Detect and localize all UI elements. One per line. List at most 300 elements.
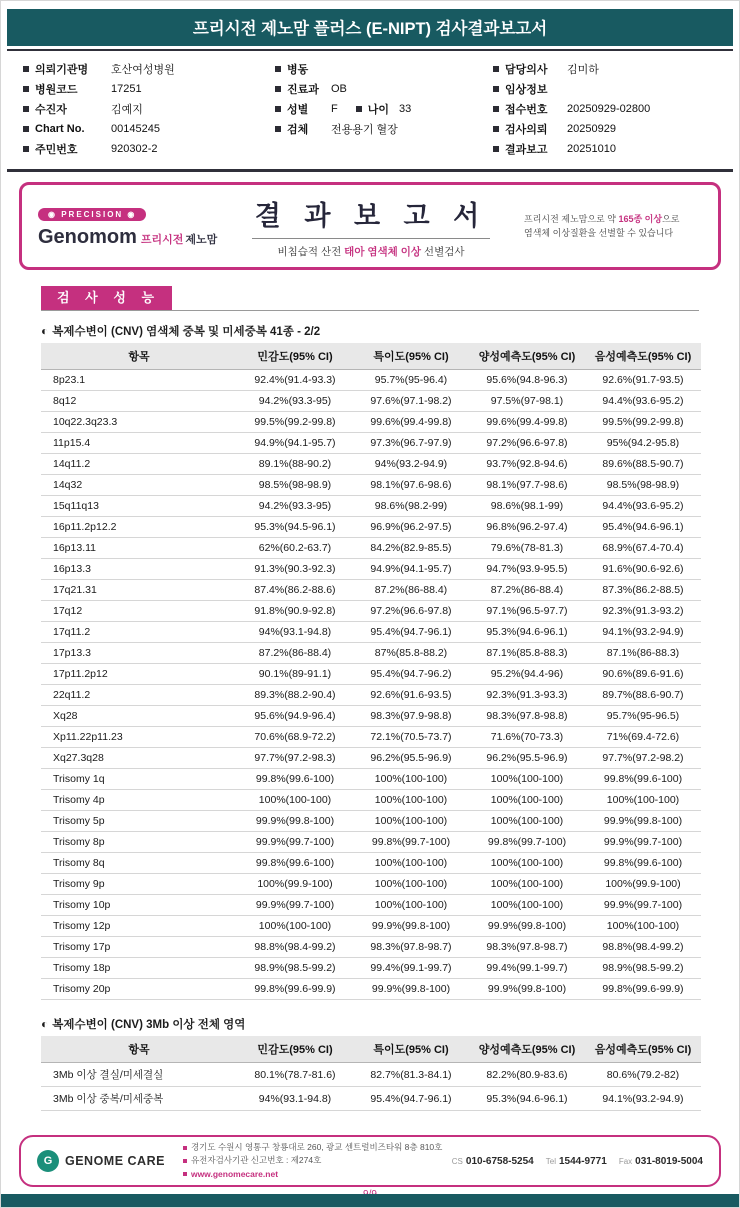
column-header: 항목 [41, 1036, 237, 1063]
field-label: Chart No. [23, 123, 111, 135]
footer-fax [619, 1156, 703, 1167]
column-header: 민감도(95% CI) [237, 343, 353, 370]
row-value-cell: 99.9%(99.7-100) [585, 832, 701, 853]
row-item-cell: Trisomy 5p [41, 811, 237, 832]
cs-label: CS [451, 1156, 463, 1166]
result-subtitle-highlight: 태아 염색체 이상 [344, 245, 422, 258]
field-value: 20250929 [567, 123, 616, 135]
footer-address-line [183, 1154, 442, 1167]
row-item-cell: 11p15.4 [41, 433, 237, 454]
tagline [524, 212, 702, 241]
row-value-cell: 96.8%(96.2-97.4) [469, 517, 585, 538]
bullet-square-icon [493, 106, 499, 112]
cnv3mb-table-header-row [41, 1036, 701, 1063]
row-value-cell: 97.3%(96.7-97.9) [353, 433, 469, 454]
row-item-cell: 8p23.1 [41, 370, 237, 391]
field-value: 920302-2 [111, 143, 158, 155]
row-item-cell: 17p13.3 [41, 643, 237, 664]
row-value-cell: 79.6%(78-81.3) [469, 538, 585, 559]
row-value-cell: 99.5%(99.2-99.8) [237, 412, 353, 433]
half-circle-icon: ◐ [41, 324, 49, 339]
bullet-square-icon [493, 66, 499, 72]
result-title-block [218, 194, 524, 259]
row-value-cell: 98.9%(98.5-99.2) [237, 958, 353, 979]
table-row [41, 685, 701, 706]
table-row [41, 706, 701, 727]
field-label: 수진자 [23, 101, 111, 117]
cnv3mb-table [41, 1036, 701, 1111]
row-value-cell: 99.9%(99.8-100) [353, 916, 469, 937]
column-header: 음성예측도(95% CI) [585, 343, 701, 370]
tagline-line2: 염색체 이상질환을 선별할 수 있습니다 [524, 228, 674, 238]
row-value-cell: 87.3%(86.2-88.5) [585, 580, 701, 601]
result-header-box [19, 182, 721, 270]
row-value-cell: 96.2%(95.5-96.9) [353, 748, 469, 769]
row-value-cell: 72.1%(70.5-73.7) [353, 727, 469, 748]
patient-info-row [275, 79, 493, 99]
bullet-square-icon [23, 86, 29, 92]
bullet-square-icon [493, 86, 499, 92]
row-item-cell: 3Mb 이상 중복/미세중복 [41, 1087, 237, 1111]
field-label: 검사의뢰 [493, 121, 567, 137]
column-header: 양성예측도(95% CI) [469, 1036, 585, 1063]
table-row [41, 643, 701, 664]
field-label: 담당의사 [493, 61, 567, 77]
patient-info-row [23, 119, 275, 139]
row-value-cell: 95.4%(94.7-96.1) [353, 1087, 469, 1111]
tel-number: 1544-9771 [558, 1155, 607, 1167]
row-value-cell: 84.2%(82.9-85.5) [353, 538, 469, 559]
row-value-cell: 94.9%(94.1-95.7) [237, 433, 353, 454]
row-value-cell: 99.9%(99.8-100) [585, 811, 701, 832]
row-value-cell: 95.6%(94.8-96.3) [469, 370, 585, 391]
row-item-cell: 16p13.3 [41, 559, 237, 580]
row-value-cell: 95.7%(95-96.5) [585, 706, 701, 727]
bullet-square-icon [183, 1159, 187, 1163]
bullet-square-icon [275, 126, 281, 132]
patient-info-row [493, 139, 725, 159]
row-value-cell: 92.4%(91.4-93.3) [237, 370, 353, 391]
row-item-cell: Trisomy 8p [41, 832, 237, 853]
row-value-cell: 98.3%(97.8-98.8) [469, 706, 585, 727]
row-value-cell: 95.4%(94.7-96.2) [353, 664, 469, 685]
performance-section-band [41, 286, 699, 311]
report-title: 프리시전 제노맘 플러스 (E-NIPT) 검사결과보고서 [192, 20, 548, 38]
tel-label: Tel [545, 1156, 556, 1166]
row-value-cell: 99.8%(99.7-100) [353, 832, 469, 853]
row-value-cell: 94%(93.1-94.8) [237, 1087, 353, 1111]
cnv-section-title-text: 복제수변이 (CNV) 염색체 중복 및 미세중복 41종 - 2/2 [52, 326, 321, 339]
row-value-cell: 89.3%(88.2-90.4) [237, 685, 353, 706]
row-value-cell: 87.1%(85.8-88.3) [469, 643, 585, 664]
table-row [41, 517, 701, 538]
table-row [41, 832, 701, 853]
patient-info-divider [7, 169, 733, 172]
row-value-cell: 98.6%(98.1-99) [469, 496, 585, 517]
patient-info-row [493, 119, 725, 139]
footer-contacts [452, 1156, 703, 1167]
row-value-cell: 96.2%(95.5-96.9) [469, 748, 585, 769]
row-item-cell: 17q12 [41, 601, 237, 622]
row-item-cell: Trisomy 10p [41, 895, 237, 916]
table-row [41, 895, 701, 916]
row-value-cell: 87.2%(86-88.4) [469, 580, 585, 601]
result-subtitle-post: 선별검사 [421, 245, 465, 258]
row-value-cell: 95.2%(94.4-96) [469, 664, 585, 685]
genomecare-logo-icon: G [37, 1150, 59, 1172]
row-value-cell: 92.3%(91.3-93.2) [585, 601, 701, 622]
field-label: 결과보고 [493, 141, 567, 157]
row-item-cell: 22q11.2 [41, 685, 237, 706]
column-header: 민감도(95% CI) [237, 1036, 353, 1063]
row-value-cell: 98.3%(97.8-98.7) [469, 937, 585, 958]
row-value-cell: 94.2%(93.3-95) [237, 391, 353, 412]
brand-sub-genomom: 제노맘 [185, 233, 218, 246]
row-value-cell: 71.6%(70-73.3) [469, 727, 585, 748]
footer-license-text: 유전자검사기관 신고번호 : 제274호 [190, 1155, 322, 1166]
row-value-cell: 99.9%(99.8-100) [469, 979, 585, 1000]
row-value-cell: 92.6%(91.6-93.5) [353, 685, 469, 706]
genomecare-logo [37, 1150, 165, 1172]
row-item-cell: Trisomy 20p [41, 979, 237, 1000]
row-value-cell: 96.9%(96.2-97.5) [353, 517, 469, 538]
field-value: 김예지 [111, 104, 143, 116]
row-value-cell: 93.7%(92.8-94.6) [469, 454, 585, 475]
cnv-table-header-row [41, 343, 701, 370]
table-row [41, 1087, 701, 1111]
row-value-cell: 87.1%(86-88.3) [585, 643, 701, 664]
row-item-cell: Trisomy 17p [41, 937, 237, 958]
result-title: 결 과 보 고 서 [254, 200, 488, 231]
column-header: 특이도(95% CI) [353, 1036, 469, 1063]
result-subtitle [218, 244, 524, 259]
row-item-cell: Trisomy 4p [41, 790, 237, 811]
bottom-bar [1, 1194, 739, 1207]
patient-info-row [23, 79, 275, 99]
row-value-cell: 100%(100-100) [585, 916, 701, 937]
half-circle-icon: ◐ [41, 1017, 49, 1032]
row-value-cell: 100%(100-100) [353, 853, 469, 874]
row-value-cell: 99.9%(99.7-100) [237, 832, 353, 853]
row-value-cell: 89.6%(88.5-90.7) [585, 454, 701, 475]
patient-info-section [1, 51, 739, 169]
field-label: 접수번호 [493, 101, 567, 117]
column-header: 특이도(95% CI) [353, 343, 469, 370]
patient-info-row [275, 99, 493, 119]
row-value-cell: 87.2%(86-88.4) [353, 580, 469, 601]
patient-info-column-3 [493, 59, 725, 159]
table-row [41, 538, 701, 559]
row-value-cell: 94.1%(93.2-94.9) [585, 1087, 701, 1111]
row-item-cell: 17q11.2 [41, 622, 237, 643]
row-value-cell: 98.3%(97.9-98.8) [353, 706, 469, 727]
field-value: 전용용기 혈장 [331, 124, 398, 136]
report-title-bar [7, 9, 733, 46]
row-value-cell: 92.6%(91.7-93.5) [585, 370, 701, 391]
cnv-table [41, 343, 701, 1000]
footer-address [183, 1141, 442, 1181]
brand-main: Genomom [38, 225, 137, 248]
field-value: 17251 [111, 83, 142, 95]
bullet-square-icon [275, 66, 281, 72]
row-value-cell: 97.2%(96.6-97.8) [353, 601, 469, 622]
row-value-cell: 98.1%(97.7-98.6) [469, 475, 585, 496]
field-value: F [331, 103, 338, 115]
bullet-square-icon [23, 66, 29, 72]
row-value-cell: 99.8%(99.6-99.9) [585, 979, 701, 1000]
row-value-cell: 95.6%(94.9-96.4) [237, 706, 353, 727]
precision-badge: ◉ PRECISION ◉ [38, 208, 146, 221]
row-value-cell: 99.8%(99.7-100) [469, 832, 585, 853]
row-item-cell: 17q21.31 [41, 580, 237, 601]
row-value-cell: 95.3%(94.6-96.1) [469, 1087, 585, 1111]
row-value-cell: 80.6%(79.2-82) [585, 1063, 701, 1087]
field-label: 병원코드 [23, 81, 111, 97]
row-value-cell: 99.5%(99.2-99.8) [585, 412, 701, 433]
patient-info-row [493, 59, 725, 79]
row-item-cell: 16p11.2p12.2 [41, 517, 237, 538]
table-row [41, 811, 701, 832]
row-value-cell: 100%(100-100) [353, 769, 469, 790]
table-row [41, 559, 701, 580]
row-value-cell: 99.9%(99.8-100) [237, 811, 353, 832]
row-item-cell: 10q22.3q23.3 [41, 412, 237, 433]
footer-tel [546, 1156, 607, 1167]
row-value-cell: 100%(100-100) [469, 790, 585, 811]
row-value-cell: 95.4%(94.7-96.1) [353, 622, 469, 643]
row-value-cell: 95.4%(94.6-96.1) [585, 517, 701, 538]
row-value-cell: 95.3%(94.6-96.1) [469, 622, 585, 643]
row-value-cell: 99.4%(99.1-99.7) [353, 958, 469, 979]
table-row [41, 958, 701, 979]
row-item-cell: Trisomy 12p [41, 916, 237, 937]
footer-cs [452, 1156, 534, 1167]
row-value-cell: 99.8%(99.6-99.9) [237, 979, 353, 1000]
table-row [41, 433, 701, 454]
table-row [41, 370, 701, 391]
table-row [41, 391, 701, 412]
row-value-cell: 95%(94.2-95.8) [585, 433, 701, 454]
row-value-cell: 100%(100-100) [469, 769, 585, 790]
row-value-cell: 99.8%(99.6-100) [237, 853, 353, 874]
patient-info-row [275, 59, 493, 79]
tagline-highlight: 165종 이상 [618, 213, 663, 224]
footer-address-text: 경기도 수원시 영통구 창룡대로 260, 광교 센트럴비즈타워 8층 810호 [190, 1142, 443, 1153]
row-value-cell: 91.3%(90.3-92.3) [237, 559, 353, 580]
row-value-cell: 92.3%(91.3-93.3) [469, 685, 585, 706]
field-label: 성별 [275, 101, 331, 117]
field-value: 호산여성병원 [111, 64, 175, 76]
table-row [41, 496, 701, 517]
footer-address-line [183, 1141, 442, 1154]
footer-website: www.genomecare.net [190, 1168, 279, 1179]
row-item-cell: 8q12 [41, 391, 237, 412]
fax-number: 031-8019-5004 [635, 1155, 703, 1167]
field-label: 검체 [275, 121, 331, 137]
row-value-cell: 94%(93.2-94.9) [353, 454, 469, 475]
patient-info-row [23, 99, 275, 119]
row-value-cell: 95.3%(94.5-96.1) [237, 517, 353, 538]
row-value-cell: 94.4%(93.6-95.2) [585, 391, 701, 412]
row-value-cell: 94.2%(93.3-95) [237, 496, 353, 517]
row-value-cell: 90.1%(89-91.1) [237, 664, 353, 685]
row-value-cell: 99.9%(99.7-100) [237, 895, 353, 916]
row-value-cell: 62%(60.2-63.7) [237, 538, 353, 559]
tagline-pre: 프리시전 제노맘으로 약 [524, 213, 619, 224]
row-value-cell: 98.3%(97.8-98.7) [353, 937, 469, 958]
row-value-cell: 100%(100-100) [237, 790, 353, 811]
row-item-cell: 14q32 [41, 475, 237, 496]
field-value: 20251010 [567, 143, 616, 155]
table-row [41, 727, 701, 748]
column-header: 항목 [41, 343, 237, 370]
table-row [41, 916, 701, 937]
row-value-cell: 94.9%(94.1-95.7) [353, 559, 469, 580]
row-value-cell: 100%(100-100) [585, 790, 701, 811]
row-value-cell: 94.4%(93.6-95.2) [585, 496, 701, 517]
row-value-cell: 82.2%(80.9-83.6) [469, 1063, 585, 1087]
row-value-cell: 98.8%(98.4-99.2) [237, 937, 353, 958]
row-value-cell: 100%(100-100) [353, 874, 469, 895]
bullet-square-icon [23, 126, 29, 132]
row-value-cell: 99.9%(99.7-100) [585, 895, 701, 916]
row-value-cell: 97.2%(96.6-97.8) [469, 433, 585, 454]
row-value-cell: 100%(100-100) [469, 895, 585, 916]
field-label: 의뢰기관명 [23, 61, 111, 77]
row-value-cell: 100%(100-100) [353, 790, 469, 811]
field-label: 병동 [275, 61, 331, 77]
row-value-cell: 97.7%(97.2-98.3) [237, 748, 353, 769]
row-value-cell: 99.6%(99.4-99.8) [353, 412, 469, 433]
table-row [41, 853, 701, 874]
row-item-cell: Trisomy 1q [41, 769, 237, 790]
row-value-cell: 97.6%(97.1-98.2) [353, 391, 469, 412]
row-item-cell: 15q11q13 [41, 496, 237, 517]
row-item-cell: Xq28 [41, 706, 237, 727]
row-value-cell: 80.1%(78.7-81.6) [237, 1063, 353, 1087]
patient-info-row [493, 99, 725, 119]
bullet-square-icon [493, 126, 499, 132]
performance-section-badge: 검 사 성 능 [41, 286, 172, 310]
row-value-cell: 99.8%(99.6-100) [585, 769, 701, 790]
cnv3mb-section-title-text: 복제수변이 (CNV) 3Mb 이상 전체 영역 [52, 1019, 246, 1032]
bullet-square-icon [23, 146, 29, 152]
field-value: 20250929-02800 [567, 103, 651, 115]
row-value-cell: 100%(100-100) [353, 895, 469, 916]
row-value-cell: 98.9%(98.5-99.2) [585, 958, 701, 979]
patient-info-row [493, 79, 725, 99]
row-value-cell: 91.6%(90.6-92.6) [585, 559, 701, 580]
table-row [41, 790, 701, 811]
bullet-square-icon [275, 86, 281, 92]
row-value-cell: 100%(100-100) [353, 811, 469, 832]
table-row [41, 601, 701, 622]
row-value-cell: 87%(85.8-88.2) [353, 643, 469, 664]
field-value: 김미하 [567, 64, 599, 76]
row-value-cell: 99.9%(99.8-100) [353, 979, 469, 1000]
table-row [41, 454, 701, 475]
bullet-square-icon [356, 106, 362, 112]
footer-box [19, 1135, 721, 1187]
field-value: 33 [399, 103, 412, 115]
bullet-square-icon [183, 1146, 187, 1150]
patient-info-column-2 [275, 59, 493, 159]
brand-sub-precision: 프리시전 [140, 233, 184, 246]
row-item-cell: 17p11.2p12 [41, 664, 237, 685]
bullet-square-icon [23, 106, 29, 112]
row-value-cell: 100%(99.9-100) [585, 874, 701, 895]
row-value-cell: 90.6%(89.6-91.6) [585, 664, 701, 685]
row-value-cell: 82.7%(81.3-84.1) [353, 1063, 469, 1087]
bullet-square-icon [493, 146, 499, 152]
row-value-cell: 97.7%(97.2-98.2) [585, 748, 701, 769]
table-row [41, 874, 701, 895]
row-value-cell: 91.8%(90.9-92.8) [237, 601, 353, 622]
patient-info-row [23, 139, 275, 159]
row-value-cell: 99.6%(99.4-99.8) [469, 412, 585, 433]
row-item-cell: Xp11.22p11.23 [41, 727, 237, 748]
table-row [41, 412, 701, 433]
field-label: 나이 [356, 101, 389, 117]
row-value-cell: 99.8%(99.6-100) [237, 769, 353, 790]
field-label: 주민번호 [23, 141, 111, 157]
row-item-cell: 16p13.11 [41, 538, 237, 559]
row-value-cell: 99.9%(99.8-100) [469, 916, 585, 937]
row-value-cell: 99.8%(99.6-100) [585, 853, 701, 874]
footer-website-line [183, 1168, 442, 1181]
table-row [41, 937, 701, 958]
row-item-cell: 3Mb 이상 결실/미세결실 [41, 1063, 237, 1087]
field-label: 진료과 [275, 81, 331, 97]
field-value: 00145245 [111, 123, 160, 135]
result-subtitle-pre: 비침습적 산전 [277, 245, 345, 258]
table-row [41, 769, 701, 790]
row-item-cell: Trisomy 9p [41, 874, 237, 895]
genomecare-logo-text: GENOME CARE [65, 1154, 165, 1168]
row-value-cell: 87.4%(86.2-88.6) [237, 580, 353, 601]
field-label: 임상정보 [493, 81, 567, 97]
row-value-cell: 100%(100-100) [469, 874, 585, 895]
tagline-post: 으로 [662, 213, 680, 224]
row-value-cell: 89.7%(88.6-90.7) [585, 685, 701, 706]
row-value-cell: 100%(99.9-100) [237, 874, 353, 895]
table-row [41, 1063, 701, 1087]
column-header: 양성예측도(95% CI) [469, 343, 585, 370]
row-value-cell: 98.5%(98-98.9) [237, 475, 353, 496]
row-value-cell: 70.6%(68.9-72.2) [237, 727, 353, 748]
table-row [41, 622, 701, 643]
row-value-cell: 71%(69.4-72.6) [585, 727, 701, 748]
brand-name [38, 226, 218, 249]
bullet-square-icon [275, 106, 281, 112]
field-value: OB [331, 83, 347, 95]
patient-info-row [23, 59, 275, 79]
cnv-section-title [41, 323, 699, 339]
row-value-cell: 98.8%(98.4-99.2) [585, 937, 701, 958]
row-value-cell: 97.1%(96.5-97.7) [469, 601, 585, 622]
table-row [41, 748, 701, 769]
table-row [41, 475, 701, 496]
row-value-cell: 98.6%(98.2-99) [353, 496, 469, 517]
row-item-cell: 14q11.2 [41, 454, 237, 475]
row-value-cell: 68.9%(67.4-70.4) [585, 538, 701, 559]
row-item-cell: Xq27.3q28 [41, 748, 237, 769]
row-value-cell: 98.1%(97.6-98.6) [353, 475, 469, 496]
row-value-cell: 99.4%(99.1-99.7) [469, 958, 585, 979]
table-row [41, 979, 701, 1000]
patient-info-column-1 [23, 59, 275, 159]
result-title-underline [252, 238, 490, 239]
